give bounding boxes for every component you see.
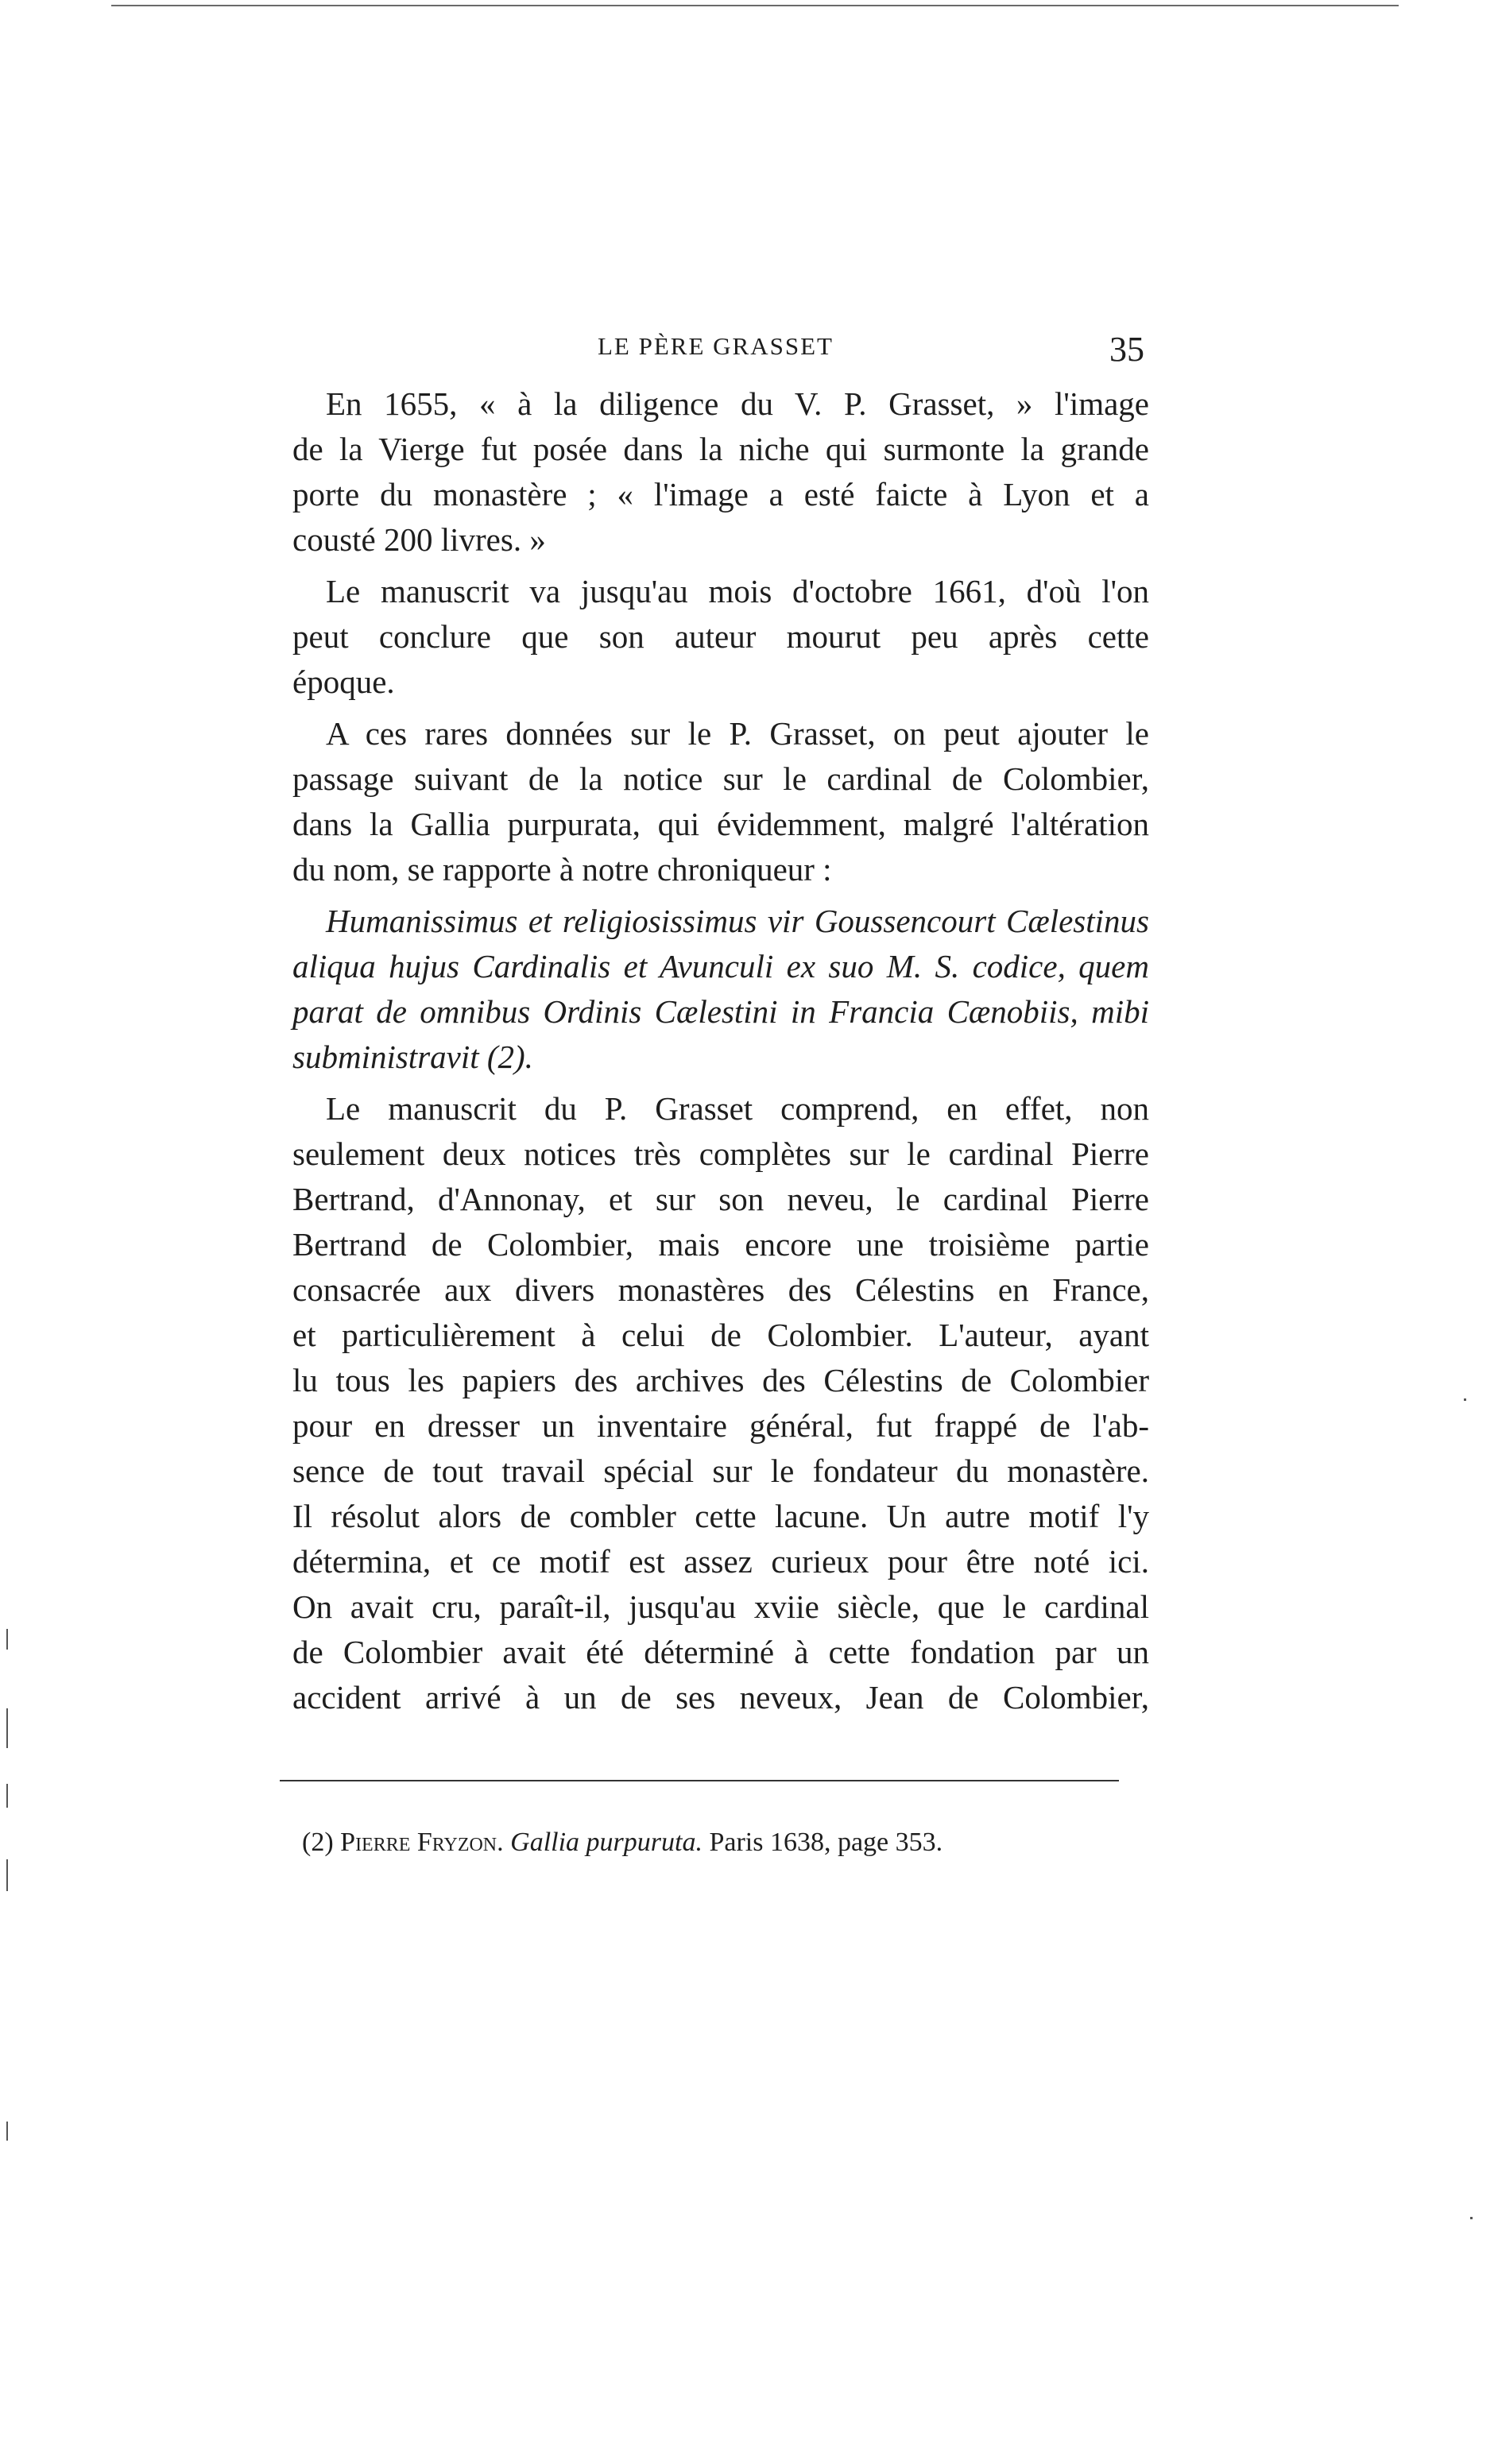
text-line: du nom, se rapporte à notre chroniqueur : [292, 851, 832, 888]
scan-edge-mark [6, 1784, 8, 1808]
text-line: lu tous les papiers des archives des Célestins de Colombier [292, 1362, 1149, 1398]
body-text [292, 381, 1149, 1720]
top-edge-rule [111, 5, 1399, 6]
footnote-reference: Paris 1638, page 353. [709, 1828, 943, 1857]
text-line: Le manuscrit du P. Grasset comprend, en effet, non [326, 1090, 1149, 1127]
footnote [302, 1828, 943, 1858]
quote-line: aliqua hujus Cardinalis et Avunculi ex suo M. S. codice, quem [292, 948, 1149, 984]
text-line: et particulièrement à celui de Colombier. L'auteur, ayant [292, 1317, 1149, 1353]
footnote-marker: (2) [302, 1828, 334, 1857]
text-line: de Colombier avait été déterminé à cette fondation par un [292, 1634, 1149, 1670]
text-line: peut conclure que son auteur mourut peu après cette [292, 618, 1149, 655]
text-line: passage suivant de la notice sur le cardinal de Colombier, [292, 760, 1149, 797]
text-line: consacrée aux divers monastères des Célestins en France, [292, 1271, 1149, 1308]
scan-edge-mark [6, 1708, 8, 1748]
footnote-author: Pierre Fryzon. [340, 1828, 504, 1857]
text-line: sence de tout travail spécial sur le fondateur du monastère. [292, 1452, 1149, 1489]
text-line: cousté 200 livres. » [292, 521, 546, 558]
text-line: On avait cru, paraît-il, jusqu'au xviie siècle, que le cardinal [292, 1588, 1149, 1625]
quote-line: parat de omnibus Ordinis Cælestini in Francia Cænobiis, mibi [292, 993, 1149, 1030]
footnote-rule [280, 1780, 1119, 1781]
text-line: Il résolut alors de combler cette lacune. Un autre motif l'y [292, 1498, 1149, 1534]
text-line: porte du monastère ; « l'image a esté faicte à Lyon et a [292, 476, 1149, 513]
footnote-title: Gallia purpuruta. [510, 1828, 703, 1857]
text-line: époque. [292, 663, 395, 700]
scan-edge-mark [6, 1629, 8, 1650]
text-line: Bertrand de Colombier, mais encore une troisième partie [292, 1226, 1149, 1263]
quote-line: subministravit (2). [292, 1039, 533, 1075]
text-line: Le manuscrit va jusqu'au mois d'octobre 1661, d'où l'on [326, 573, 1149, 609]
text-line: détermina, et ce motif est assez curieux pour être noté ici. [292, 1543, 1149, 1580]
text-line: A ces rares données sur le P. Grasset, on peut ajouter le [326, 715, 1149, 752]
scan-edge-mark [1470, 2217, 1473, 2219]
paragraph-2 [292, 569, 1149, 705]
scan-edge-mark [1464, 1398, 1466, 1401]
text-line: Bertrand, d'Annonay, et sur son neveu, le cardinal Pierre [292, 1181, 1149, 1217]
text-line: dans la Gallia purpurata, qui évidemment, malgré l'altération [292, 806, 1149, 842]
paragraph-5 [292, 1086, 1149, 1720]
text-line: En 1655, « à la diligence du V. P. Grasset, » l'image [326, 385, 1149, 422]
text-line: accident arrivé à un de ses neveux, Jean de Colombier, [292, 1679, 1149, 1716]
text-line: pour en dresser un inventaire général, fut frappé de l'ab- [292, 1407, 1149, 1444]
text-line: de la Vierge fut posée dans la niche qui surmonte la grande [292, 431, 1149, 467]
paragraph-3 [292, 711, 1149, 892]
quote-line: Humanissimus et religiosissimus vir Goussencourt Cælestinus [326, 903, 1149, 939]
page-number: 35 [1109, 330, 1144, 369]
latin-quotation [292, 899, 1149, 1080]
running-title: LE PÈRE GRASSET [598, 332, 834, 360]
text-line: seulement deux notices très complètes sur le cardinal Pierre [292, 1135, 1149, 1172]
scan-edge-mark [6, 1859, 8, 1891]
scan-edge-mark [6, 2122, 8, 2141]
paragraph-1 [292, 381, 1149, 563]
